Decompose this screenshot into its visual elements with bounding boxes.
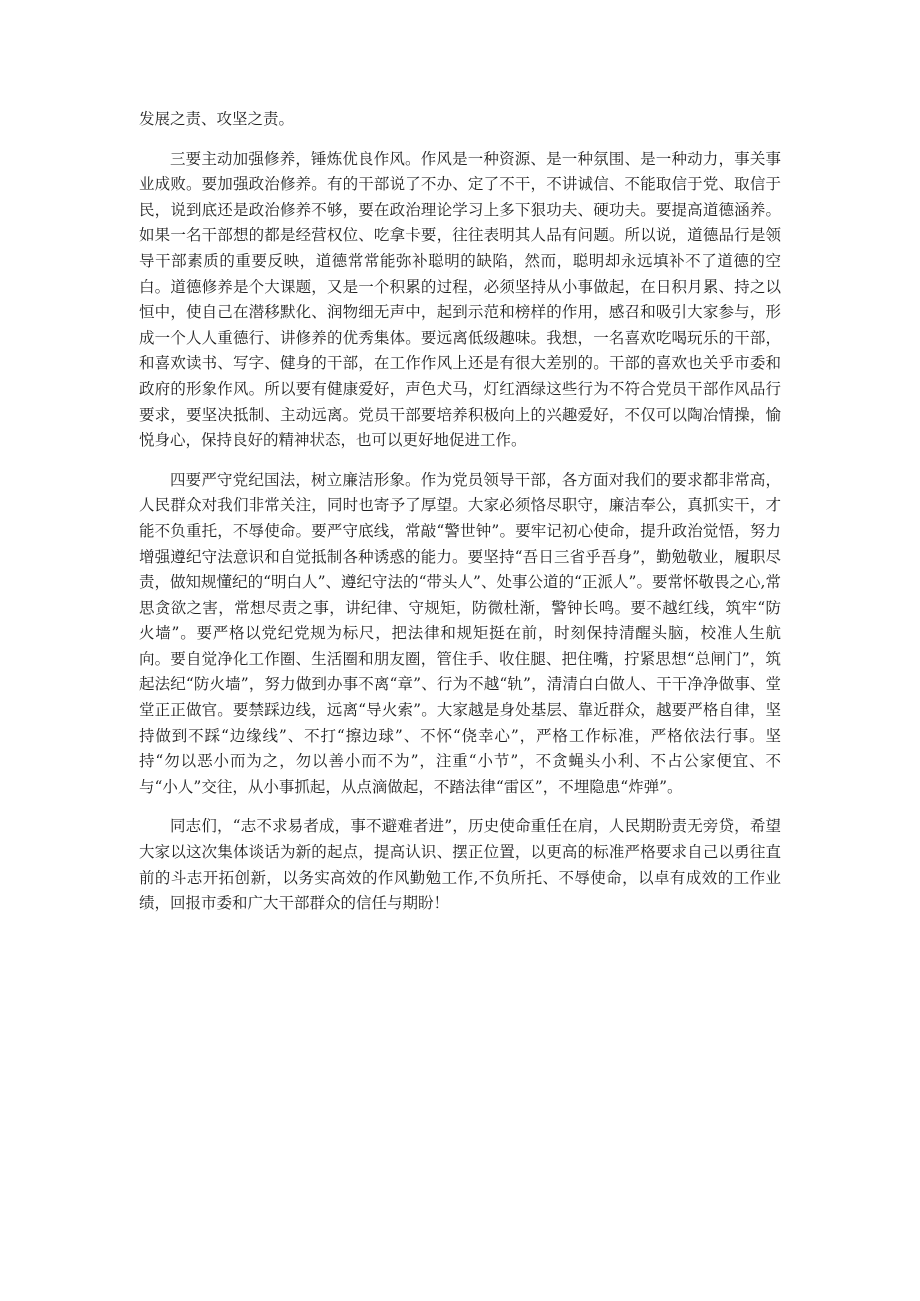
paragraph-closing: 同志们，“志不求易者成，事不避难者进”，历史使命重任在肩，人民期盼责无旁贷，希望大家以这次集体谈话为新的起点，提高认识、摆正位置，以更高的标准严格要求自己以勇往直前的斗志开拓创新，以务实高效的作风勤勉工作,不负所托、不辱使命，以卓有成效的工作业绩，回报市委和广大干部群众的信任与期盼！ [139,817,781,913]
paragraph-cultivation: 三要主动加强修养，锤炼优良作风。作风是一种资源、是一种氛围、是一种动力，事关事业成败。要加强政治修养。有的干部说了不办、定了不干，不讲诚信、不能取信于党、取信于民，说到底还是政治修养不够，要在政治理论学习上多下狠功夫、硬功夫。要提高道德涵养。如果一名干部想的都是经营权位、吃拿卡要，往往表明其人品有问题。所以说，道德品行是领导干部素质的重要反映，道德常常能弥补聪明的缺陷，然而，聪明却永远填补不了道德的空白。道德修养是个大课题，又是一个积累的过程，必须坚持从小事做起，在日积月累、持之以恒中，使自己在潜移默化、润物细无声中，起到示范和榜样的作用，感召和吸引大家参与，形成一个人人重德行、讲修养的优秀集体。要远离低级趣味。我想，一名喜欢吃喝玩乐的干部，和喜欢读书、写字、健身的干部，在工作作风上还是有很大差别的。干部的喜欢也关乎市委和政府的形象作风。所以要有健康爱好，声色犬马，灯红酒绿这些行为不符合党员干部作风品行要求，要坚决抵制、主动远离。党员干部要培养积极向上的兴趣爱好，不仅可以陶冶情操，愉悦身心，保持良好的精神状态，也可以更好地促进工作。 [139,149,781,450]
document-body [139,107,781,931]
paragraph-continuation: 发展之责、攻坚之责。 [139,110,295,128]
paragraph-discipline: 四要严守党纪国法，树立廉洁形象。作为党员领导干部，各方面对我们的要求都非常高，人民群众对我们非常关注，同时也寄予了厚望。大家必须恪尽职守，廉洁奉公，真抓实干，才能不负重托，不辱使命。要严守底线，常敲“警世钟”。要牢记初心使命，提升政治觉悟，努力增强遵纪守法意识和自觉抵制各种诱惑的能力。要坚持“吾日三省乎吾身”，勤勉敬业，履职尽责，做知规懂纪的“明白人”、遵纪守法的“带头人”、处事公道的“正派人”。要常怀敬畏之心,常思贪欲之害，常想尽责之事，讲纪律、守规矩，防微杜渐，警钟长鸣。要不越红线，筑牢“防火墙”。要严格以党纪党规为标尺，把法律和规矩挺在前，时刻保持清醒头脑，校准人生航向。要自觉净化工作圈、生活圈和朋友圈，管住手、收住腿、把住嘴，拧紧思想“总闸门”，筑起法纪“防火墙”，努力做到办事不离“章”、行为不越“轨”，清清白白做人、干干净净做事、堂堂正正做官。要禁踩边线，远离“导火索”。大家越是身处基层、靠近群众，越要严格自律，坚持做到不踩“边缘线”、不打“擦边球”、不怀“侥幸心”，严格工作标准，严格依法行事。坚持“勿以恶小而为之，勿以善小而不为”，注重“小节”，不贪蝇头小利、不占公家便宜、不与“小人”交往，从小事抓起，从点滴做起，不踏法律“雷区”，不埋隐患“炸弹”。 [139,470,781,796]
